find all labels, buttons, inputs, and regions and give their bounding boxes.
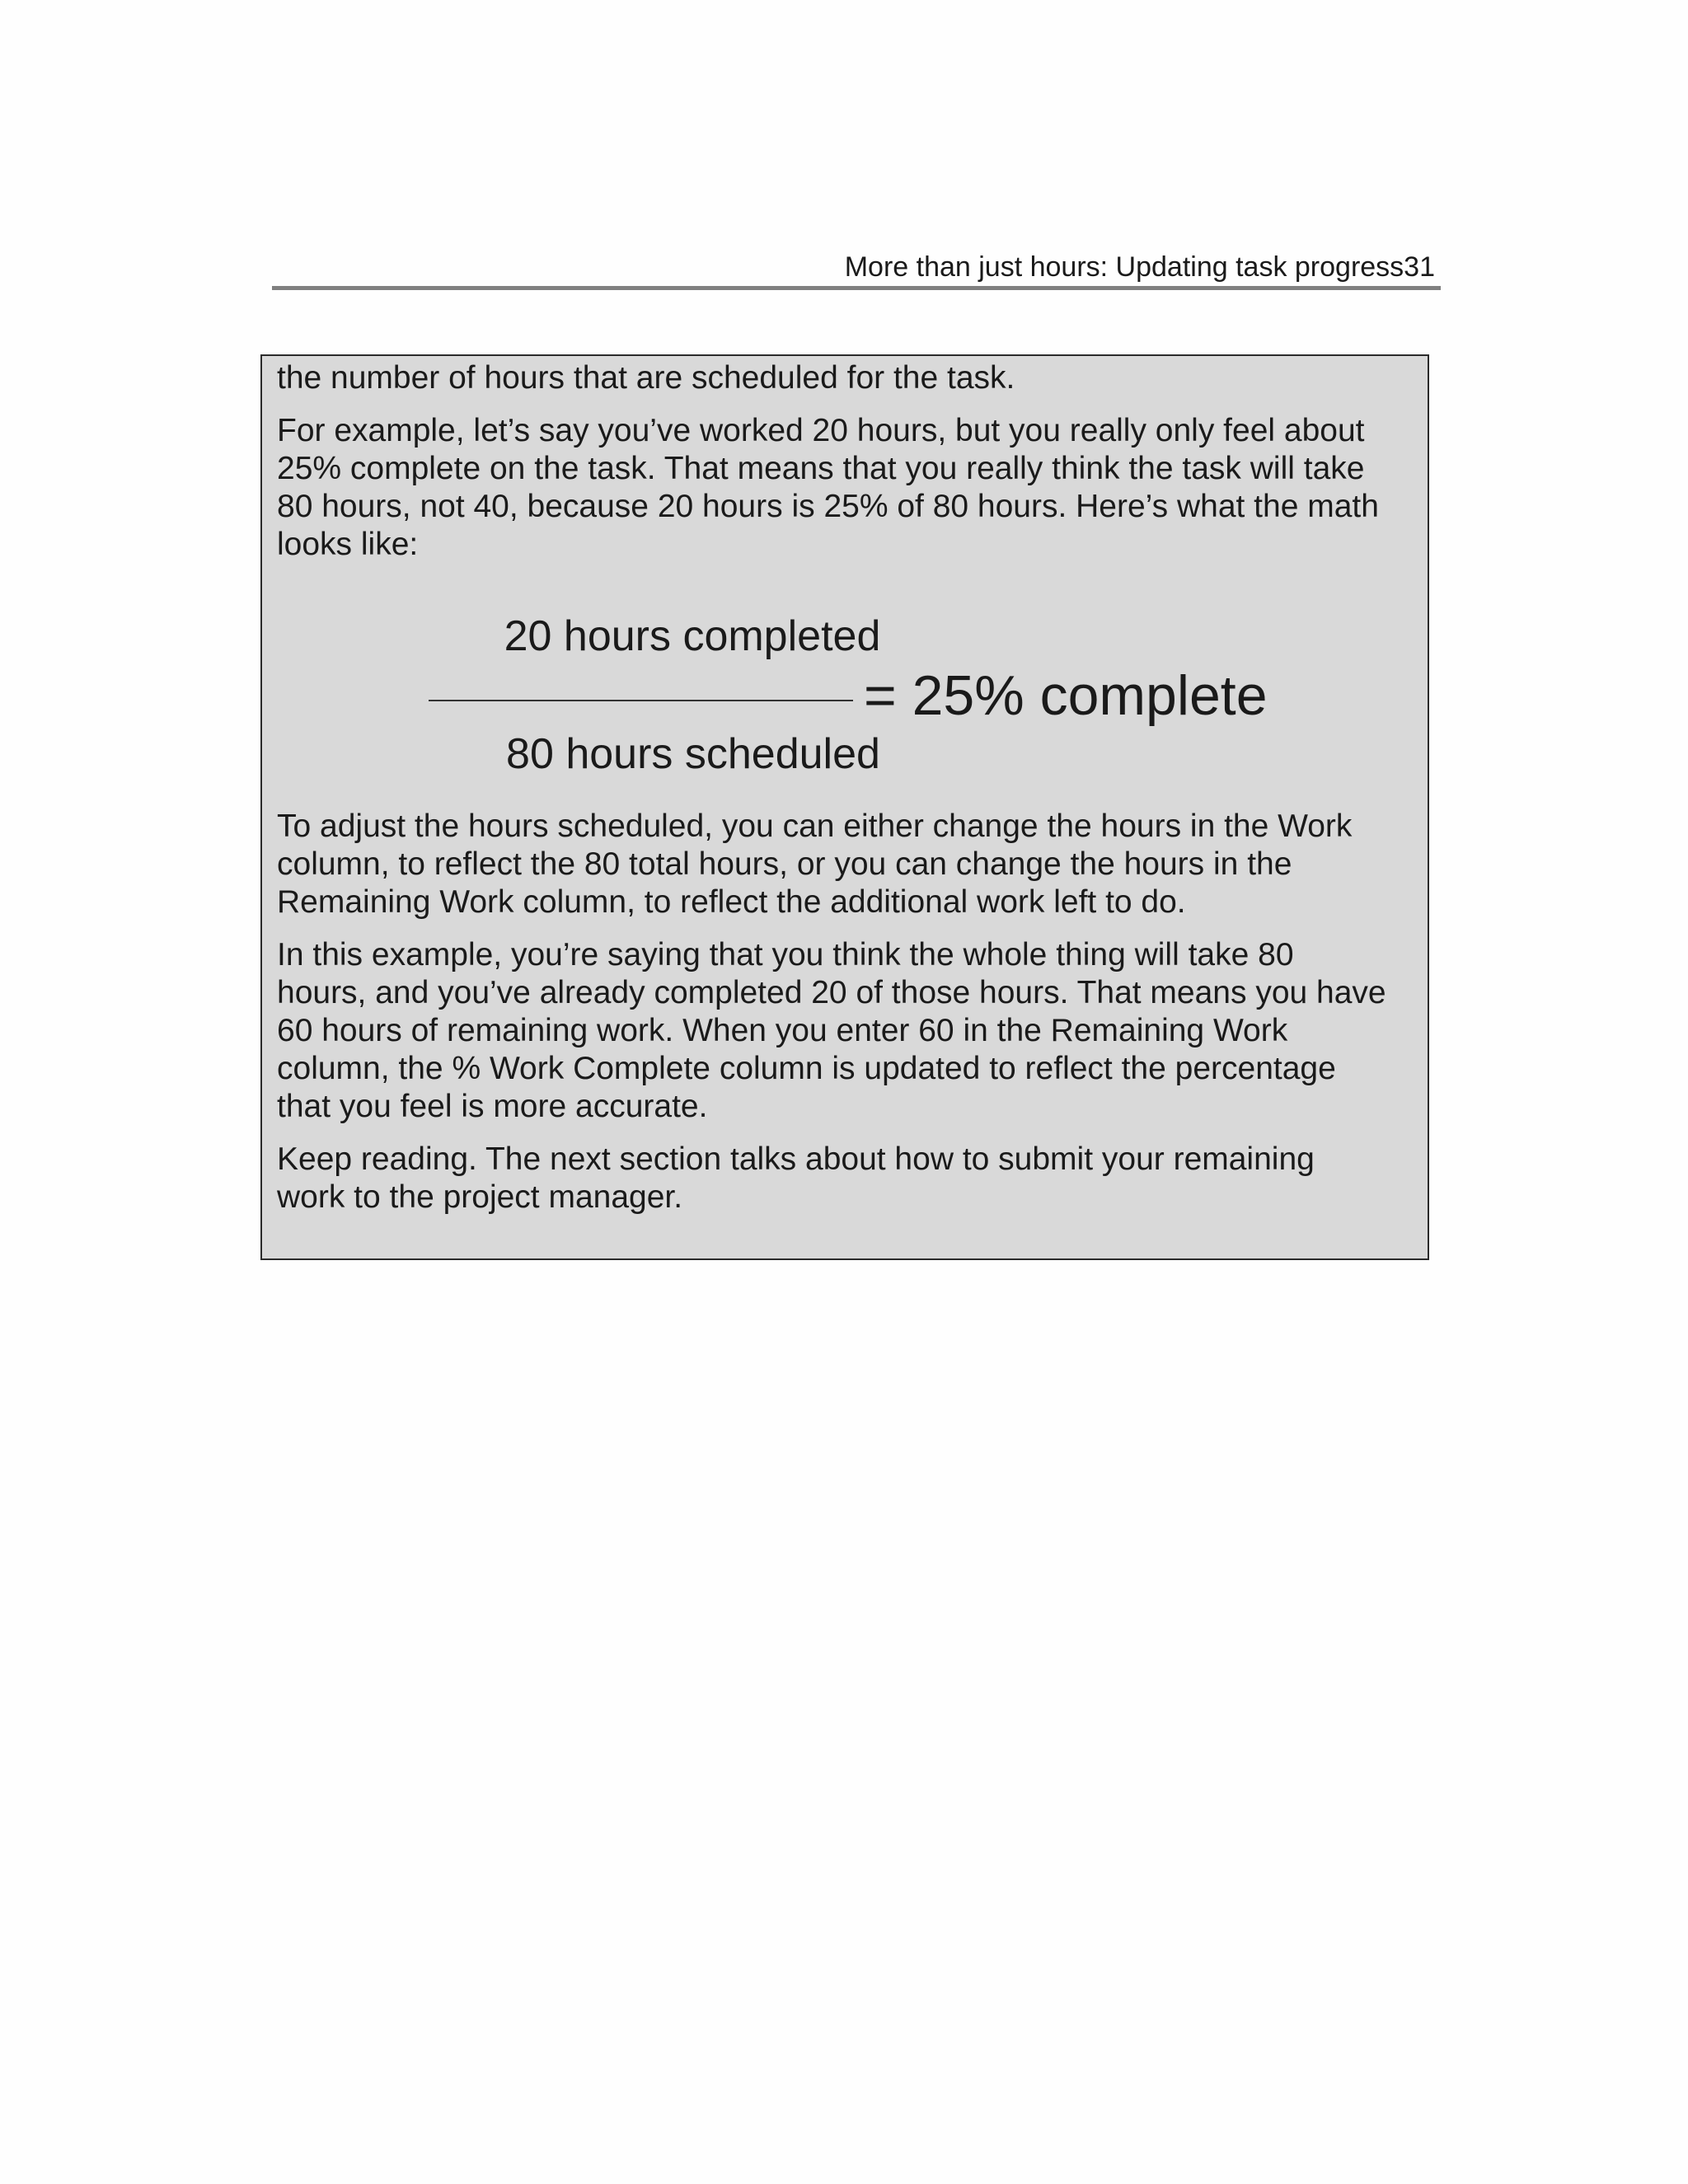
text-line: In this example, you’re saying that you think the whole thing will take 80 [277, 937, 1294, 972]
text-line: the number of hours that are scheduled for the task. [277, 360, 1015, 396]
text-line: 80 hours, not 40, because 20 hours is 25% of 80 hours. Here’s what the math [277, 489, 1379, 524]
text-line: 25% complete on the task. That means that you really think the task will take [277, 451, 1365, 486]
paragraph-adjust-hours [277, 808, 1414, 921]
text-line: Remaining Work column, to reflect the additional work left to do. [277, 884, 1186, 920]
fraction-bar [429, 700, 853, 701]
text-line: hours, and you’ve already completed 20 of those hours. That means you have [277, 975, 1386, 1010]
fraction-equation [277, 564, 1414, 808]
text-line: looks like: [277, 527, 419, 562]
text-line: work to the project manager. [277, 1179, 683, 1215]
text-line: column, to reflect the 80 total hours, or you can change the hours in the [277, 846, 1292, 882]
text-line: 60 hours of remaining work. When you enter 60 in the Remaining Work [277, 1013, 1288, 1048]
equation-denominator: 80 hours scheduled [506, 730, 880, 778]
text-line: To adjust the hours scheduled, you can either change the hours in the Work [277, 808, 1353, 844]
paragraph-keep-reading [277, 1141, 1414, 1216]
text-line: that you feel is more accurate. [277, 1089, 708, 1124]
equation-numerator: 20 hours completed [504, 612, 881, 660]
sidebar-box [260, 354, 1429, 1260]
running-header-title: More than just hours: Updating task progress31 [844, 251, 1435, 283]
paragraph-example [277, 412, 1414, 564]
text-line: column, the % Work Complete column is updated to reflect the percentage [277, 1051, 1336, 1086]
text-line: For example, let’s say you’ve worked 20 hours, but you really only feel about [277, 413, 1365, 448]
running-header [272, 247, 1441, 290]
paragraph-continuation [277, 359, 1414, 397]
text-line: Keep reading. The next section talks about how to submit your remaining [277, 1141, 1315, 1177]
paragraph-remaining-work [277, 936, 1414, 1126]
equation-result: = 25% complete [864, 664, 1268, 727]
